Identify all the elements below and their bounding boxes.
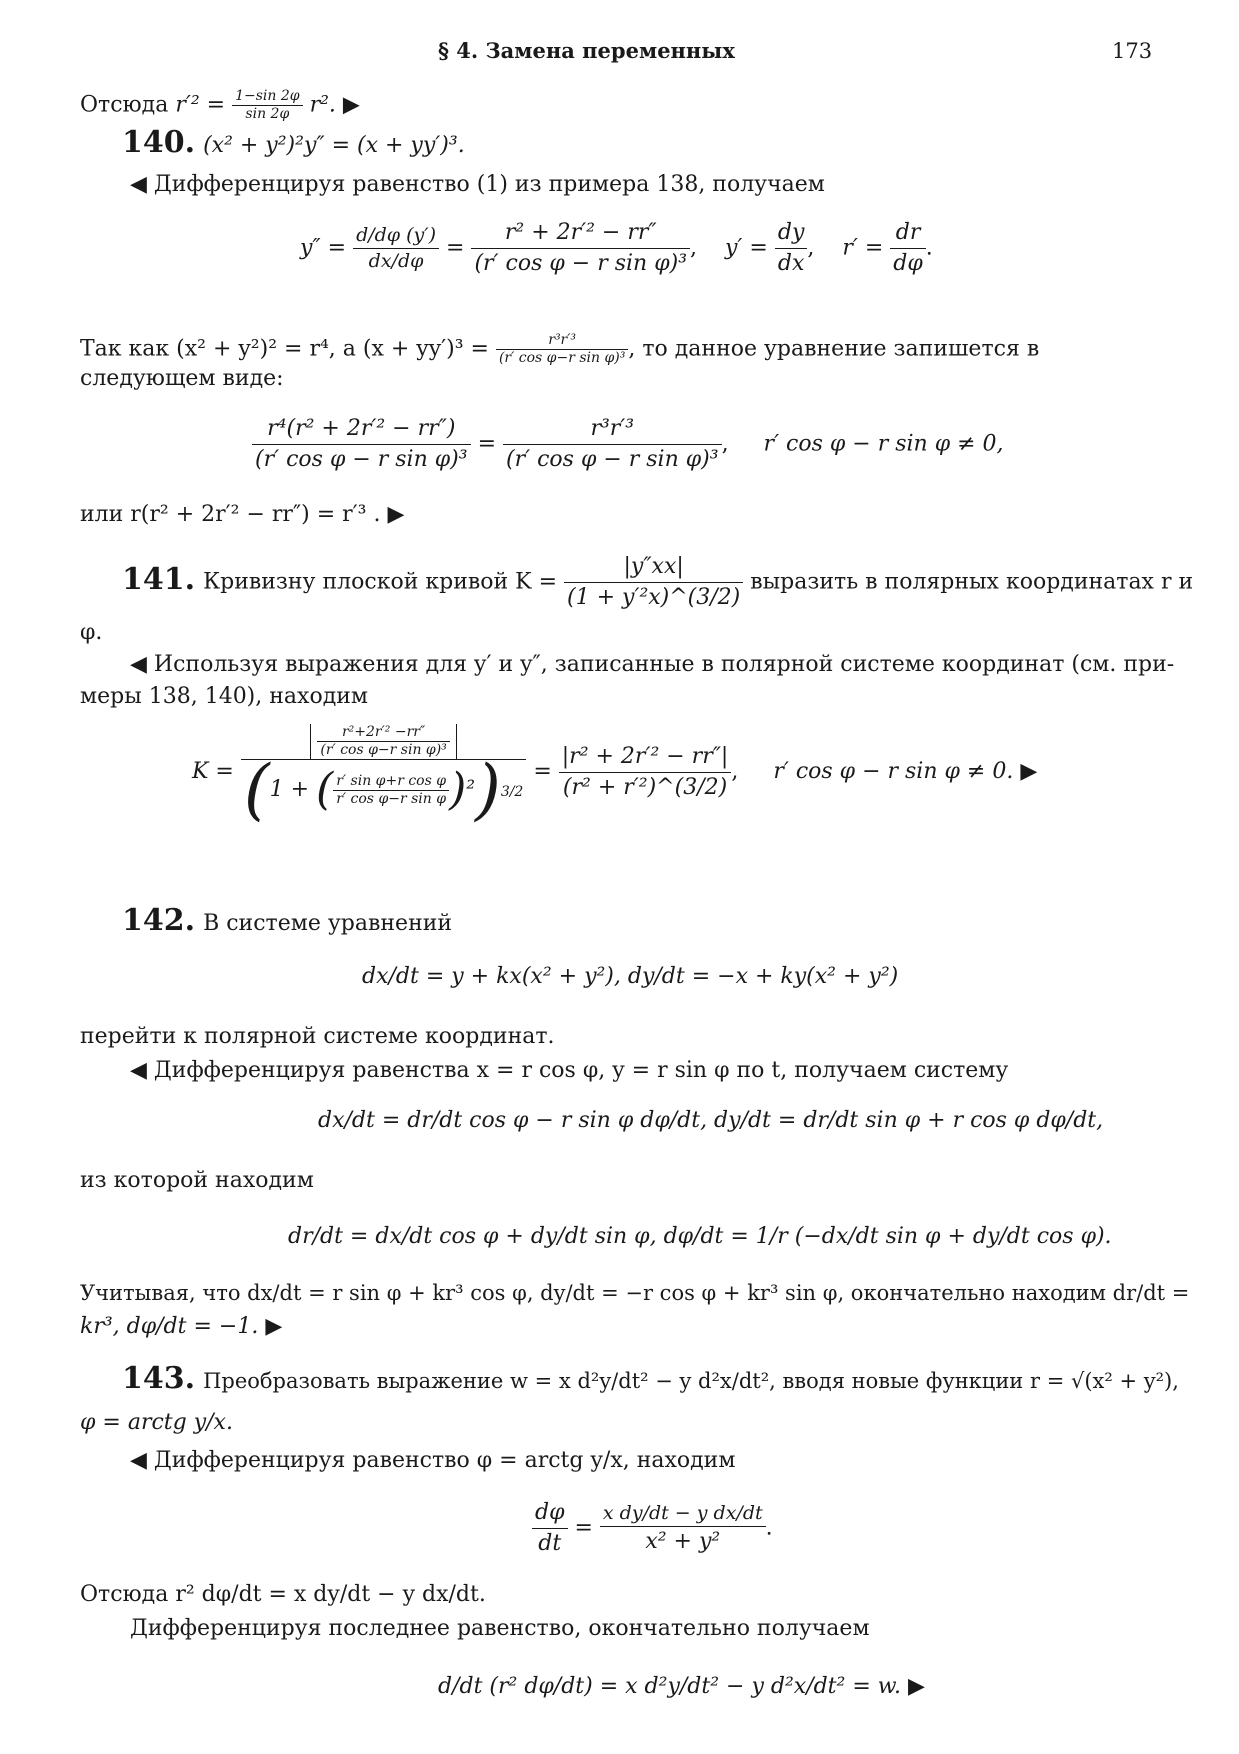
problem-142-derivative-system: dx/dt = dr/dt cos φ − r sin φ dφ/dt, dy/dt = dr/dt sin φ + r cos φ dφ/dt, (318, 1108, 1104, 1133)
numerator: dφ (532, 1498, 568, 1529)
lhs: r′ = (842, 235, 884, 261)
formula: r². ▶ (302, 92, 360, 118)
denominator: (r² + r′²)^(3/2) (562, 774, 728, 800)
text: , то данное уравнение запишется в (628, 336, 1040, 362)
numerator: |y″xx| (564, 552, 743, 583)
fraction (564, 552, 743, 613)
numerator: dy (775, 218, 808, 249)
problem-140-so-line-2: следующем виде: (80, 366, 284, 391)
numerator: r′ sin φ+r cos φ (333, 773, 449, 791)
denominator: (r′ cos φ − r sin φ)³ (255, 447, 468, 472)
condition: r′ cos φ − r sin φ ≠ 0. ▶ (773, 759, 1038, 784)
problem-140-title (122, 125, 465, 161)
lhs: y″ = (300, 235, 347, 261)
page-number: 173 (1112, 39, 1153, 63)
text: выразить в полярных координатах r и (750, 569, 1194, 595)
lhs: y′ = (725, 235, 768, 261)
problem-140-so-line (80, 332, 1039, 367)
problem-142-title (122, 903, 453, 939)
problem-142-final: kr³, dφ/dt = −1. ▶ (80, 1314, 283, 1339)
problem-141-title (122, 552, 1193, 613)
problem-142-from: из которой находим (80, 1168, 314, 1193)
fraction (252, 414, 471, 475)
denominator: (1 + ( $\frac{\text{r′ sin φ+r cos φ}}{\text{r′ cos φ−r sin φ}}$ )²)3/2 (243, 751, 524, 828)
problem-143-phi-def: φ = arctg y/x. (80, 1410, 233, 1435)
denominator: dφ (893, 251, 923, 276)
fraction (496, 332, 628, 367)
text: Отсюда (80, 92, 176, 118)
problem-141-intro-2: меры 138, 140), находим (80, 684, 369, 709)
denominator: dx/dφ (368, 250, 424, 272)
problem-143-title (122, 1361, 1179, 1396)
text: Кривизну плоской кривой K = (203, 569, 558, 595)
problem-142-go-polar: перейти к полярной системе координат. (80, 1024, 555, 1049)
text: В системе уравнений (203, 911, 453, 936)
fraction (559, 742, 732, 803)
problem-143-intro: ◀ Дифференцируя равенство φ = arctg y/x, находим (130, 1448, 736, 1473)
problem-143-diff: Дифференцируя последнее равенство, окончательно получаем (130, 1616, 870, 1641)
denominator: (r′ cos φ−r sin φ)³ (498, 350, 626, 366)
formula: r′² = (175, 92, 233, 118)
problem-143-formula: $\frac{d\varphi}{dt}$ = $\frac{\text{x dy/dt − y dx/dt}}{\text{x² + y²}}$ . (532, 1498, 773, 1559)
denominator: sin 2φ (245, 106, 290, 122)
problem-140-or-line: или r(r² + 2r′² − rr″) = r′³ . ▶ (80, 502, 405, 527)
problem-142-system: dx/dt = y + kx(x² + y²), dy/dt = −x + ky(x² + y²) (362, 964, 899, 989)
problem-number: 142. (122, 903, 196, 938)
lhs: K = (192, 759, 234, 784)
problem-number: 141. (122, 561, 196, 597)
numerator: r³r′³ (503, 414, 722, 445)
fraction (532, 1498, 568, 1559)
denominator: dx (777, 251, 805, 276)
denominator: r′ cos φ−r sin φ (336, 790, 447, 807)
fraction (600, 1501, 766, 1557)
numerator: x dy/dt − y dx/dt (600, 1501, 766, 1527)
numerator: r² + 2r′² − rr″ (471, 218, 690, 249)
numerator: r²+2r′² −rr″ (317, 724, 449, 742)
denominator: (r′ cos φ − r sin φ)³ (506, 447, 719, 472)
fraction (890, 218, 926, 279)
problem-141-intro-1: ◀ Используя выражения для y′ и y″, записанные в полярной системе координат (см. при- (130, 652, 1175, 677)
numerator: 1−sin 2φ (232, 88, 302, 106)
numerator: dr (890, 218, 926, 249)
numerator: |r² + 2r′² − rr″| (559, 742, 732, 773)
fraction (503, 414, 722, 475)
numerator: r⁴(r² + 2r′² − rr″) (252, 414, 471, 445)
numerator: r³r′³ (496, 332, 628, 350)
problem-number: 140. (122, 125, 196, 160)
denominator: dt (538, 1531, 562, 1556)
problem-141-phi: φ. (80, 620, 103, 645)
problem-140-intro: ◀ Дифференцируя равенство (1) из примера 138, получаем (130, 172, 825, 197)
condition: r′ cos φ − r sin φ ≠ 0, (763, 431, 1004, 457)
problem-140-formula-2: $\frac{\text{r⁴(r² + 2r′² − rr″)}}{\text{(r′ cos φ − r sin φ)³}}$ = $\frac{\text{r³r′³}}{\text{(r′ cos φ − r sin φ)³}}$ , r′ cos φ − r sin φ ≠ 0, (252, 414, 1004, 475)
running-header-title: § 4. Замена переменных (438, 38, 735, 63)
problem-142-result: dr/dt = dx/dt cos φ + dy/dt sin φ, dφ/dt = 1/r (−dx/dt sin φ + dy/dt cos φ). (288, 1224, 1112, 1249)
text: Преобразовать выражение w = x d²y/dt² − y d²x/dt², вводя новые функции r = √(x² + y²), (203, 1369, 1179, 1393)
problem-143-hence: Отсюда r² dφ/dt = x dy/dt − y dx/dt. (80, 1582, 486, 1607)
fraction (471, 218, 690, 279)
denominator: x² + y² (645, 1528, 721, 1554)
line-hence-1 (80, 88, 360, 123)
fraction (353, 223, 439, 274)
denominator: (r′ cos φ − r sin φ)³ (474, 251, 688, 276)
problem-142-intro: ◀ Дифференцируя равенства x = r cos φ, y = r sin φ по t, получаем систему (130, 1058, 1009, 1083)
problem-141-formula: K = $\frac{\text{r²+2r′² −rr″}}{\text{(r′ cos φ−r sin φ)³}}$ (1 + ( $\frac{\text{r′ sin φ+r cos φ}}{\text{r′ cos φ−r sin φ}}$ )²)3/2 = $\frac{\text{|r² + 2r′² − rr″|}}{\text{(r² + r′²)\textasciicircum{}(3/2)}}$ , r′ cos φ − r sin φ ≠ 0. ▶ (192, 724, 1038, 828)
fraction (232, 88, 302, 123)
text: Так как (x² + y²)² = r⁴, а (x + yy′)³ = (80, 336, 489, 362)
denominator: (1 + y′²x)^(3/2) (567, 585, 741, 610)
fraction (775, 218, 808, 279)
problem-140-formula-1: y″ = $\frac{d/d\varphi (y')}{dx/d\varphi}$ = $\frac{\text{r² + 2r′² − rr″}}{\text{(r′ cos φ − r sin φ)³}}$ , y′ = $\frac{dy}{dx}$ , r′ = $\frac{dr}{d\varphi}$ . (300, 218, 933, 279)
equation: (x² + y²)²y″ = (x + yy′)³. (203, 133, 465, 158)
fraction (241, 724, 526, 828)
numerator: d/dφ (y′) (353, 223, 439, 249)
problem-142-taking: Учитывая, что dx/dt = r sin φ + kr³ cos φ, dy/dt = −r cos φ + kr³ sin φ, окончательно находим dr/dt = (80, 1281, 1190, 1305)
problem-143-final: d/dt (r² dφ/dt) = x d²y/dt² − y d²x/dt² = w. ▶ (438, 1674, 925, 1699)
denominator: (r′ cos φ−r sin φ)³ (320, 742, 447, 758)
problem-number: 143. (122, 1361, 196, 1396)
